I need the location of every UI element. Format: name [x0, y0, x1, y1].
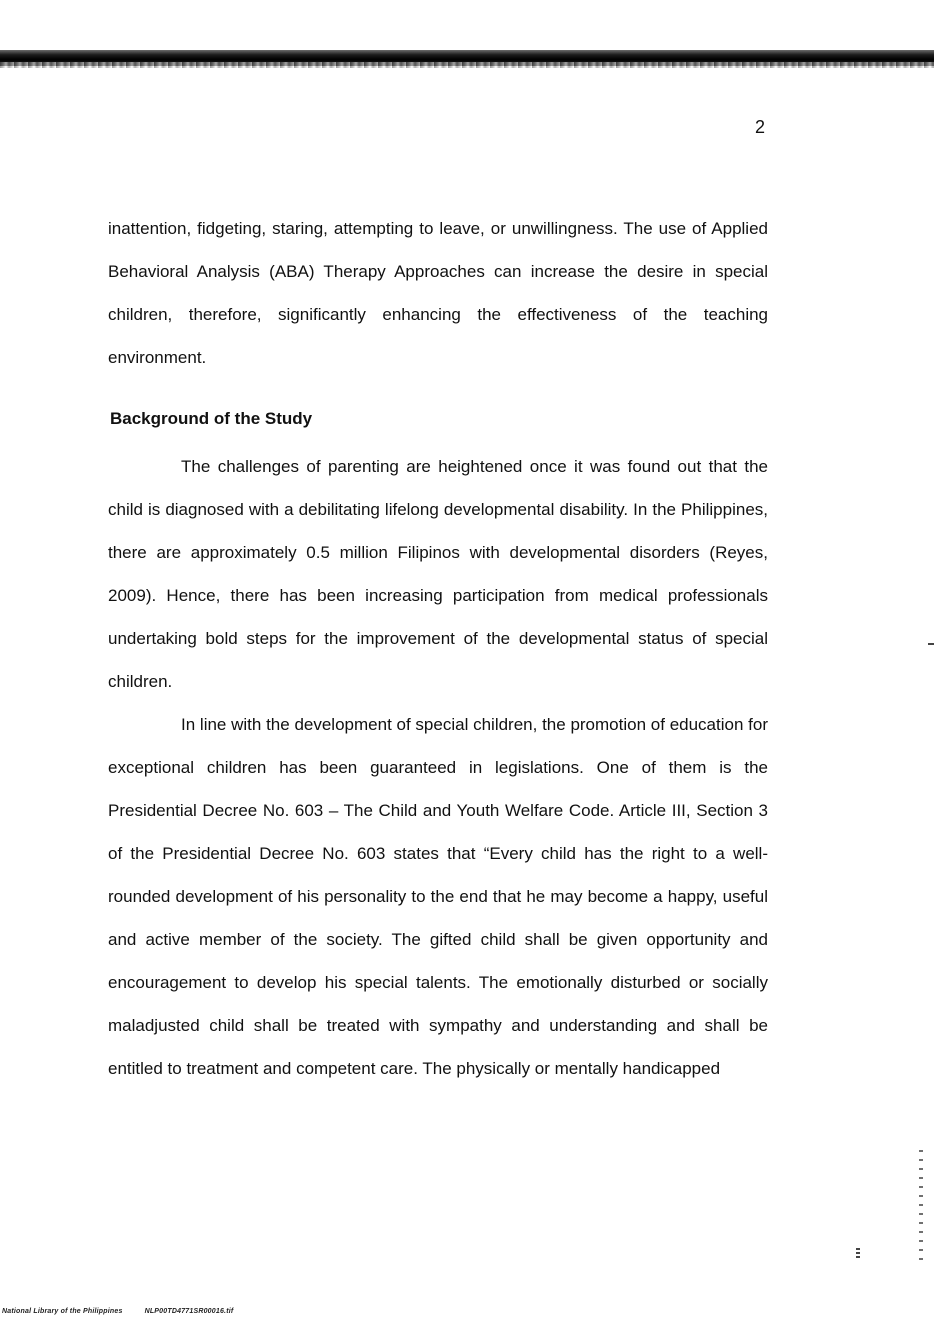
scan-edge-mark — [928, 643, 934, 645]
body-paragraph-2: In line with the development of special children, the promotion of education for exceptional children has been guaranteed in legislations. One of them is the Presidential Decree No. 603 – The Child and Youth Welfare Code. Article III, Section 3 of the Presidential Decree No. 603 states that “Every child has the right to a well-rounded development of his personality to the end that he may become a happy, useful and active member of the society. The gifted child shall be given opportunity and encouragement to develop his special talents. The emotionally disturbed or socially maladjusted child shall be treated with sympathy and understanding and shall be entitled to treatment and competent care. The physically or mentally handicapped — [108, 715, 768, 1078]
intro-paragraph: inattention, fidgeting, staring, attempting to leave, or unwillingness. The use of Applied Behavioral Analysis (ABA) Therapy Approaches can increase the desire in special children, therefore, significantly enhancing the effectiveness of the teaching environment. — [108, 219, 768, 367]
archive-stamp — [2, 1308, 233, 1315]
scan-edge-fringe — [0, 62, 934, 68]
intro-block — [108, 207, 768, 379]
section-heading: Background of the Study — [110, 409, 313, 428]
scan-margin-mark — [856, 1248, 860, 1260]
section-body — [108, 445, 768, 1090]
archive-file-code: NLP00TD4771SR00016.tif — [144, 1308, 234, 1315]
body-paragraph-1: The challenges of parenting are heightened once it was found out that the child is diagnosed with a debilitating lifelong developmental disability. In the Philippines, there are approximately 0.5 million Filipinos with developmental disorders (Reyes, 2009). Hence, there has been increasing participation from medical professionals undertaking bold steps for the improvement of the developmental status of special children. — [108, 457, 768, 691]
archive-library-name: National Library of the Philippines — [2, 1308, 123, 1315]
page-number: 2 — [755, 117, 766, 137]
scan-margin-dots — [919, 1150, 923, 1260]
